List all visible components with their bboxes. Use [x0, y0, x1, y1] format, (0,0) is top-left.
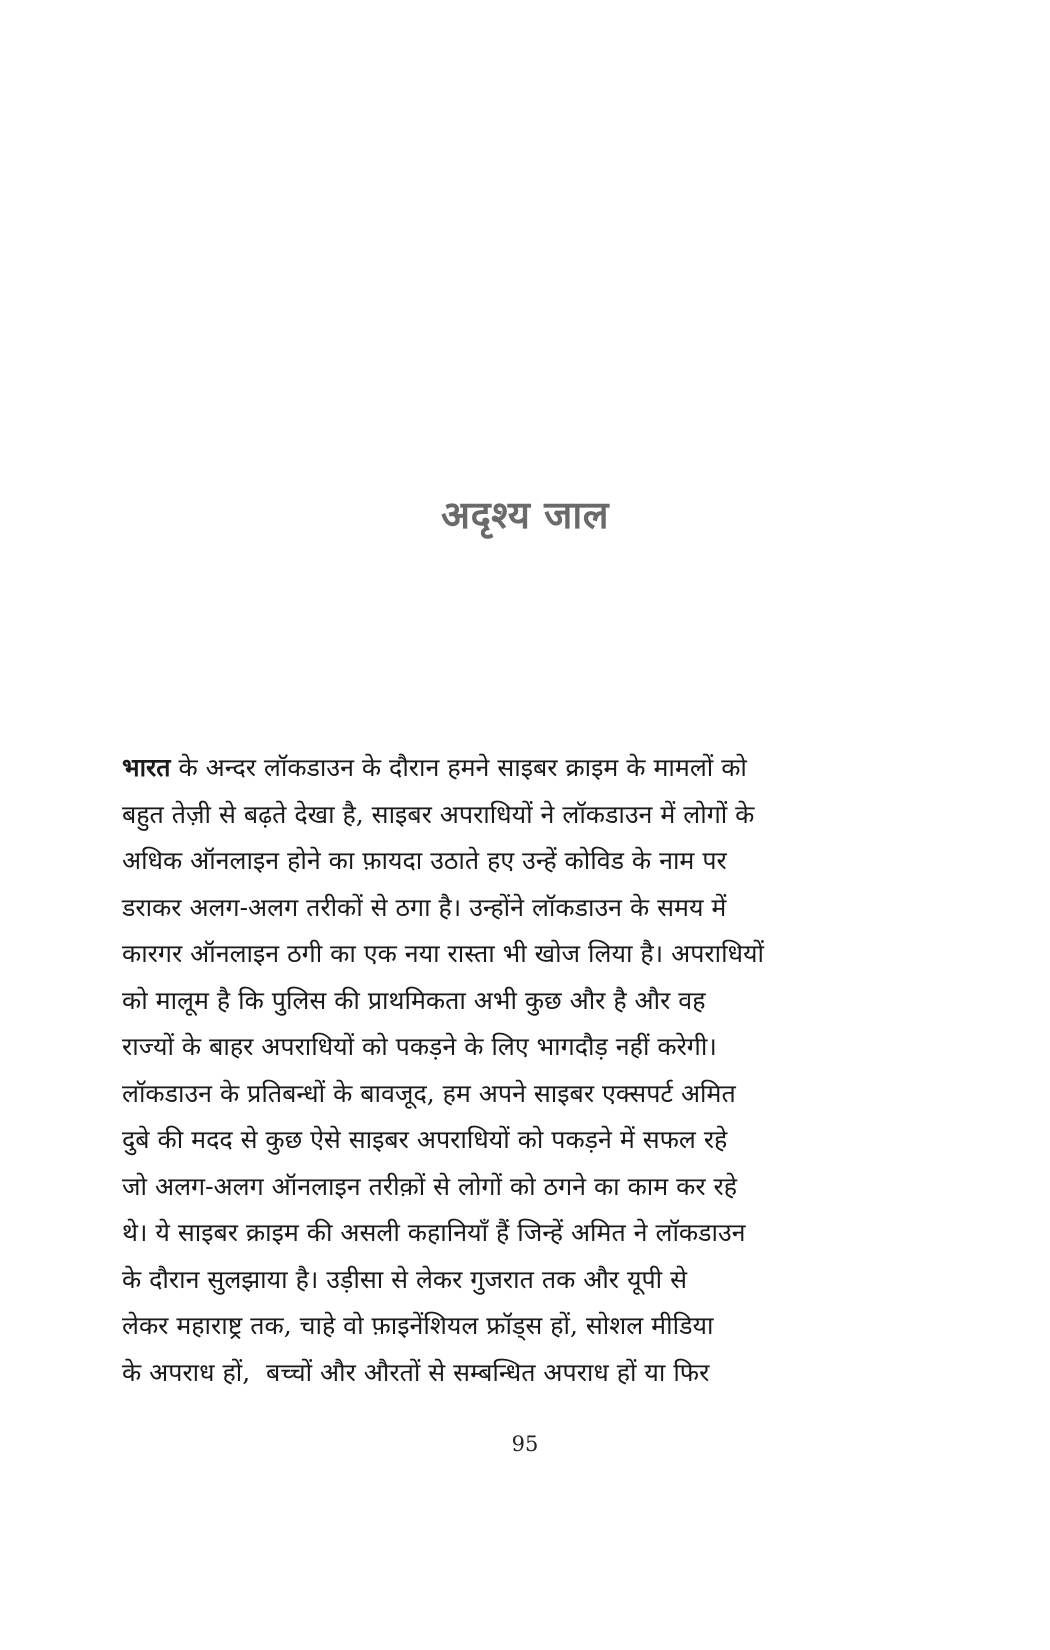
- body-line: [122, 1257, 874, 1304]
- body-line-text: दुबे की मदद से कुछ ऐसे साइबर अपराधियों को पकड़ने में सफल रहे: [122, 1125, 728, 1154]
- chapter-title: अदृश्य जाल: [441, 493, 609, 537]
- body-line: [122, 1117, 874, 1164]
- body-line: [122, 1350, 874, 1397]
- page-number: 95: [511, 1432, 539, 1456]
- body-line: [122, 978, 874, 1025]
- body-line-text: को मालूम है कि पुलिस की प्राथमिकता अभी कुछ और है और वह: [122, 985, 706, 1015]
- body-line: [122, 1071, 874, 1118]
- body-line-text: के दौरान सुलझाया है। उड़ीसा से लेकर गुजरात तक और यूपी से: [122, 1264, 687, 1294]
- body-line-text: के अपराध हों, बच्चों और औरतों से सम्बन्धित अपराध हों या फिर: [122, 1357, 710, 1387]
- body-line-text: के अन्दर लॉकडाउन के दौरान हमने साइबर क्राइम के मामलों को: [170, 753, 747, 782]
- body-line: [122, 1024, 874, 1071]
- body-line: [122, 838, 874, 885]
- body-line-text: अधिक ऑनलाइन होने का फ़ायदा उठाते हए उन्हें कोविड के नाम पर: [122, 846, 727, 875]
- body-line: [122, 1164, 874, 1211]
- body-line-text: बहुत तेज़ी से बढ़ते देखा है, साइबर अपराधियों ने लॉकडाउन में लोगों के: [122, 799, 755, 829]
- body-line-text: जो अलग-अलग ऑनलाइन तरीक़ों से लोगों को ठगने का काम कर रहे: [122, 1171, 738, 1201]
- body-line: [122, 1303, 874, 1350]
- body-line-text: डराकर अलग-अलग तरीकों से ठगा है। उन्होंने लॉकडाउन के समय में: [122, 892, 727, 922]
- body-line-text: थे। ये साइबर क्राइम की असली कहानियाँ हैं जिन्हें अमित ने लॉकडाउन: [122, 1218, 746, 1247]
- body-line-text: राज्यों के बाहर अपराधियों को पकड़ने के लिए भागदौड़ नहीं करेगी।: [122, 1032, 717, 1061]
- body-line: [122, 745, 874, 792]
- body-line-text: लॉकडाउन के प्रतिबन्धों के बावजूद, हम अपने साइबर एक्सपर्ट अमित: [122, 1078, 736, 1108]
- body-line: [122, 931, 874, 978]
- lead-word: भारत: [122, 753, 171, 782]
- body-line-text: कारगर ऑनलाइन ठगी का एक नया रास्ता भी खोज लिया है। अपराधियों: [122, 939, 764, 968]
- chapter-body: [122, 745, 874, 1396]
- body-line: [122, 885, 874, 932]
- body-line: [122, 792, 874, 839]
- body-line-text: लेकर महाराष्ट्र तक, चाहे वो फ़ाइनेंशियल फ्रॉड्स हों, सोशल मीडिया: [122, 1311, 714, 1340]
- body-line: [122, 1210, 874, 1257]
